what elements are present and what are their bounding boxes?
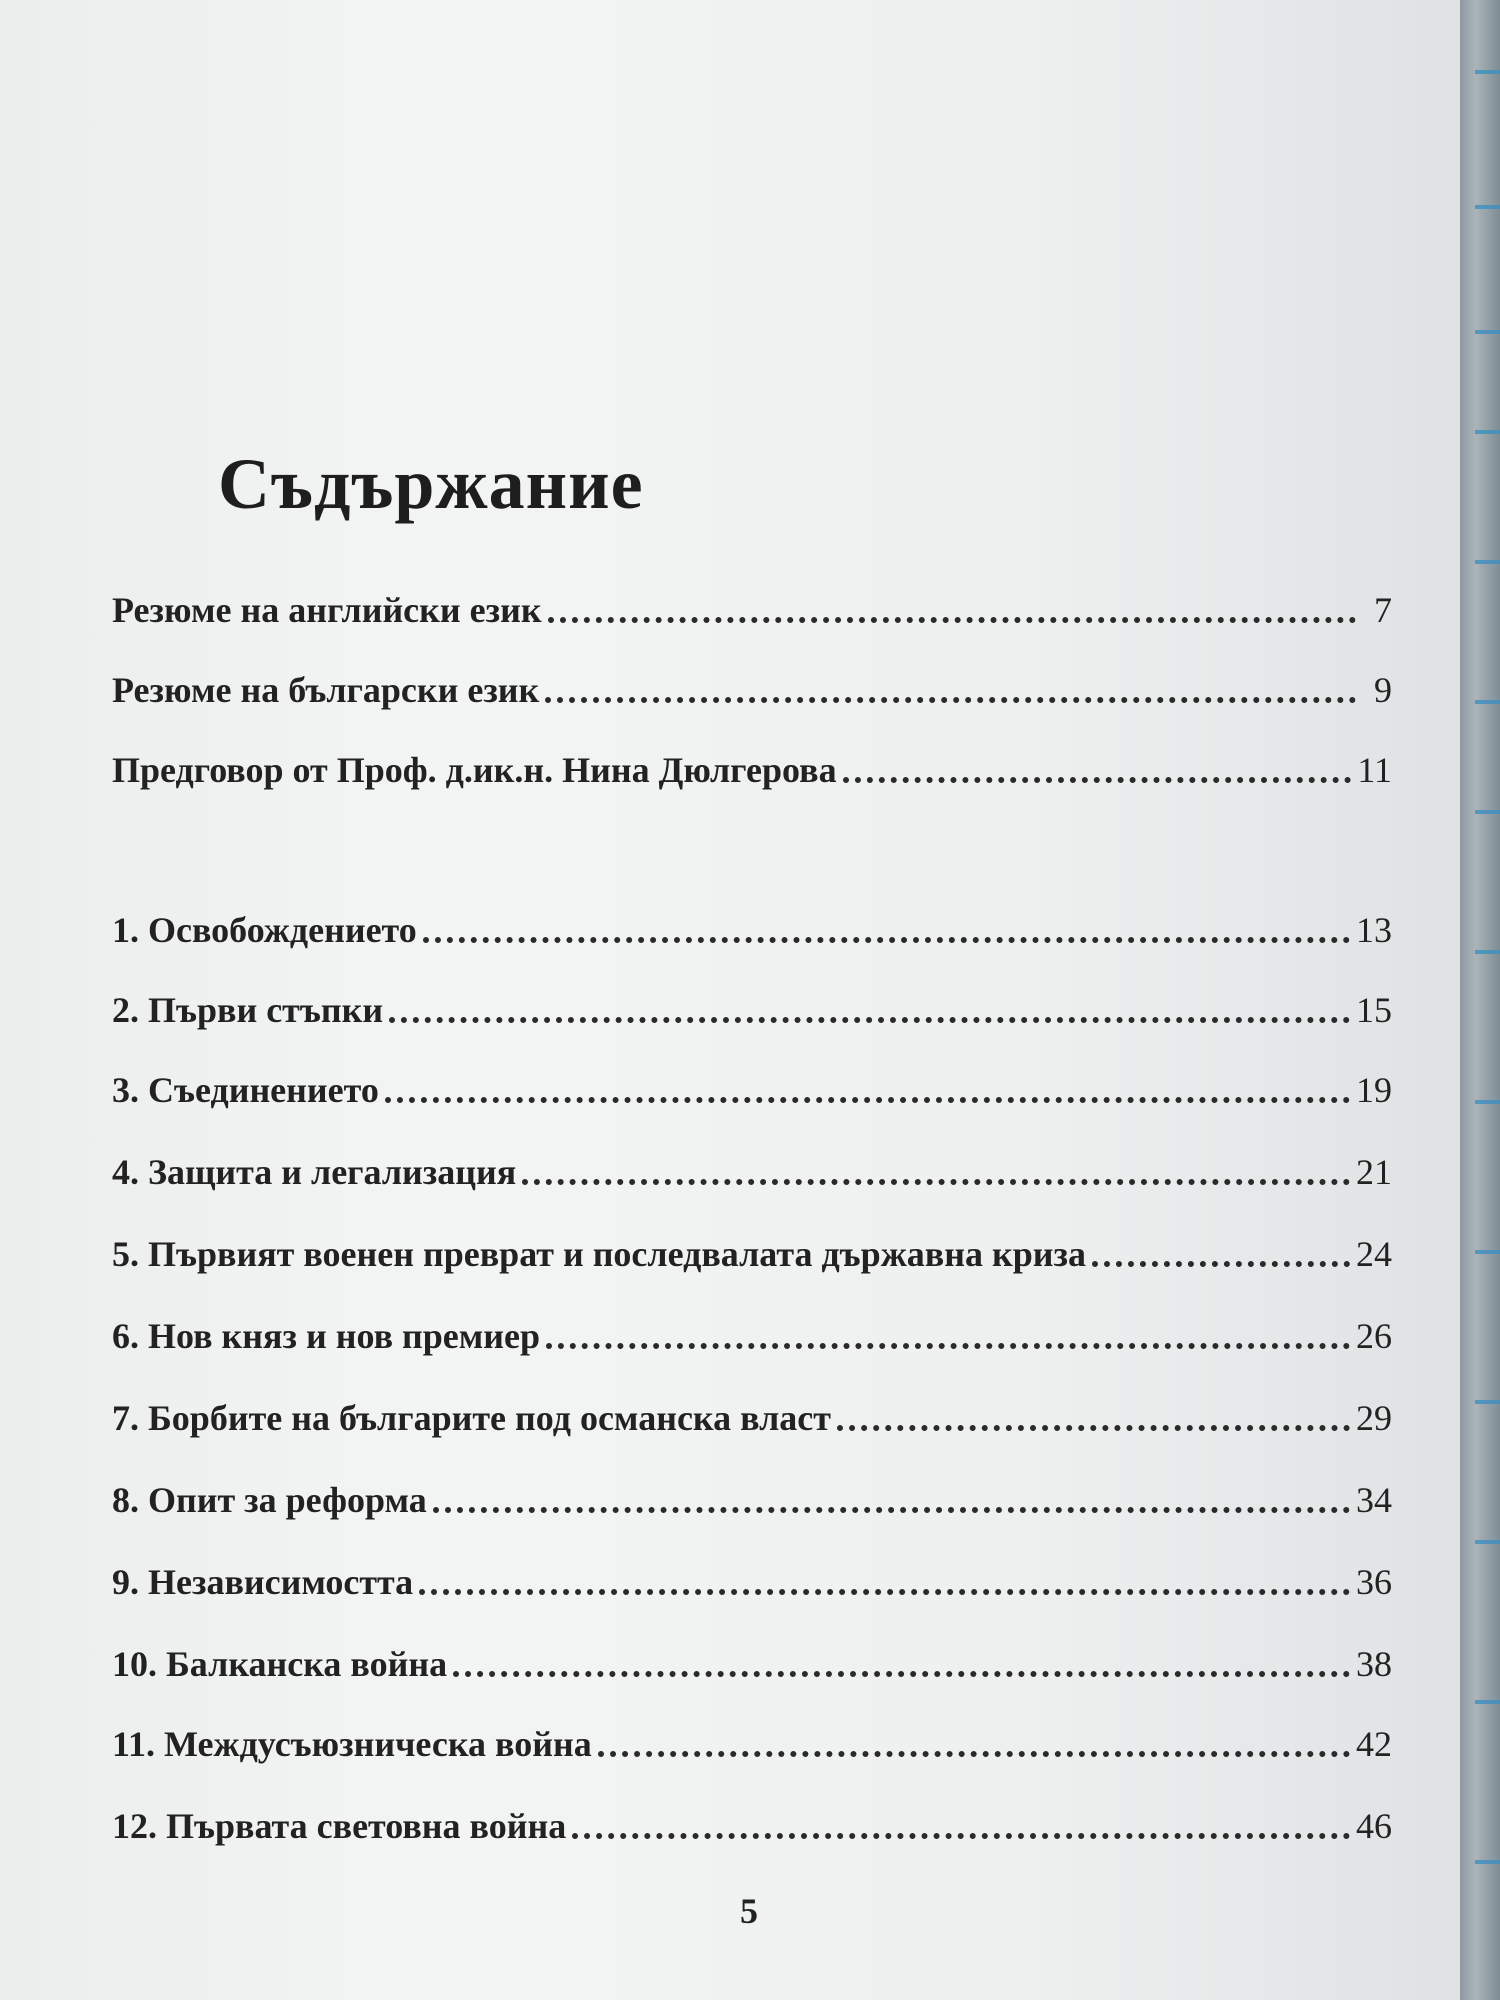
toc-entry-page: 34: [1356, 1480, 1392, 1520]
toc-entry-page: 29: [1356, 1398, 1392, 1438]
edge-mark: [1475, 1540, 1500, 1544]
toc-entry-label: 7. Борбите на българите под османска власт: [112, 1398, 831, 1438]
toc-entry-page: 26: [1356, 1316, 1392, 1356]
toc-entry-label: Резюме на български език: [112, 670, 540, 710]
toc-entry-label: 11. Междусъюзническа война: [112, 1724, 592, 1764]
toc-entry-label: 2. Първи стъпки: [112, 990, 384, 1030]
dot-leader: [433, 1507, 1350, 1513]
toc-entry-page: 46: [1356, 1806, 1392, 1846]
dot-leader: [385, 1097, 1350, 1103]
edge-mark: [1475, 1250, 1500, 1254]
dot-leader: [572, 1833, 1350, 1839]
dot-leader: [522, 1179, 1350, 1185]
dot-leader: [545, 697, 1356, 703]
toc-entry-label: Предговор от Проф. д.ик.н. Нина Дюлгерова: [112, 750, 837, 790]
edge-mark: [1475, 70, 1500, 74]
dot-leader: [843, 777, 1352, 783]
edge-mark: [1475, 1100, 1500, 1104]
toc-entry-page: 15: [1356, 990, 1392, 1030]
edge-mark: [1475, 1860, 1500, 1864]
toc-entry-page: 21: [1356, 1152, 1392, 1192]
toc-entry-page: 42: [1356, 1724, 1392, 1764]
toc-entry: [112, 975, 1392, 1031]
toc-entry-page: 24: [1356, 1234, 1392, 1274]
dot-leader: [419, 1589, 1350, 1595]
toc-entry: [112, 1465, 1392, 1521]
dot-leader: [423, 937, 1350, 943]
bleed-through-text: [680, 60, 1440, 528]
toc-entry: [112, 895, 1392, 951]
edge-mark: [1475, 430, 1500, 434]
toc-entry-label: 12. Първата световна война: [112, 1806, 567, 1846]
toc-entry: [112, 1219, 1392, 1275]
toc-entry-page: 13: [1356, 910, 1392, 950]
toc-entry: [112, 1137, 1392, 1193]
toc-entry: [112, 1055, 1392, 1111]
toc-entry-page: 36: [1356, 1562, 1392, 1602]
toc-entry-page: 19: [1356, 1070, 1392, 1110]
toc-entry-page: 38: [1356, 1644, 1392, 1684]
toc-entry-label: 9. Независимостта: [112, 1562, 414, 1602]
toc-entry-label: Резюме на английски език: [112, 590, 542, 630]
edge-mark: [1475, 205, 1500, 209]
toc-entry: [112, 1301, 1392, 1357]
toc-entry-label: 8. Опит за реформа: [112, 1480, 427, 1520]
dot-leader: [453, 1671, 1350, 1677]
edge-mark: [1475, 1700, 1500, 1704]
dot-leader: [837, 1425, 1350, 1431]
edge-mark: [1475, 950, 1500, 954]
toc-entry-page: 11: [1357, 750, 1392, 790]
dot-leader: [546, 1343, 1350, 1349]
edge-mark: [1475, 560, 1500, 564]
toc-entry: [112, 1791, 1392, 1847]
toc-entry: [112, 1709, 1392, 1765]
toc-entry-label: 6. Нов княз и нов премиер: [112, 1316, 541, 1356]
toc-entry-label: 3. Съединението: [112, 1070, 379, 1110]
toc-entry: [112, 1383, 1392, 1439]
toc-entry: [112, 1547, 1392, 1603]
edge-mark: [1475, 810, 1500, 814]
page-title: Съдържание: [218, 444, 644, 525]
edge-mark: [1475, 330, 1500, 334]
toc-entry-label: 5. Първият военен преврат и последвалата държавна криза: [112, 1234, 1086, 1274]
page-number: 5: [740, 1891, 758, 1931]
toc-entry-label: 4. Защита и легализация: [112, 1152, 517, 1192]
toc-entry-label: 1. Освобождението: [112, 910, 417, 950]
dot-leader: [1092, 1261, 1350, 1267]
toc-entry: [112, 735, 1392, 791]
dot-leader: [598, 1751, 1350, 1757]
toc-entry: [112, 1629, 1392, 1685]
dot-leader: [548, 617, 1356, 623]
edge-mark: [1475, 700, 1500, 704]
toc-entry: [112, 655, 1392, 711]
edge-mark: [1475, 1400, 1500, 1404]
toc-entry: [112, 575, 1392, 631]
toc-entry-page: 9: [1374, 670, 1392, 710]
toc-entry-label: 10. Балканска война: [112, 1644, 448, 1684]
toc-entry-page: 7: [1374, 590, 1392, 630]
dot-leader: [389, 1017, 1350, 1023]
